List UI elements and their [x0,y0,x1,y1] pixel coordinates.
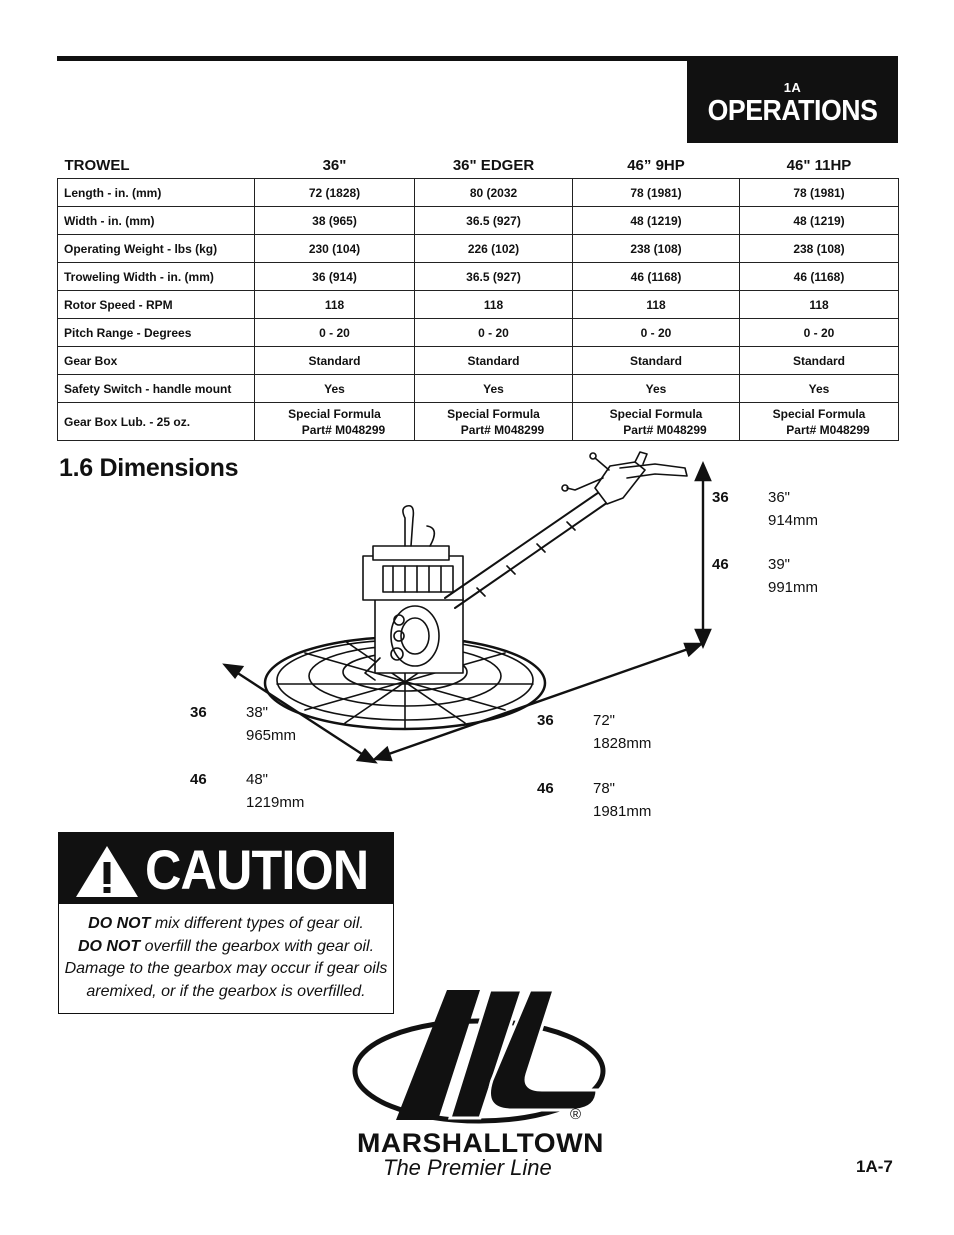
table-cell: 72 (1828) [255,179,415,207]
table-cell [255,403,415,441]
table-row [58,291,899,319]
table-header-row [58,152,899,179]
caution-emphasis: DO NOT [88,915,151,932]
column-header: 46” 9HP [627,156,685,174]
brand-name: MARSHALLTOWN [357,1128,604,1158]
height-model-36: 36 [712,489,729,506]
height-inches-36: 36" [768,489,791,506]
table-cell: 0 - 20 [740,319,899,347]
trowel-drawing [265,452,687,729]
length-value-46 [593,777,651,823]
lub-line-1: Special Formula [447,406,540,421]
table-cell: 46 (1168) [740,263,899,291]
lub-line-2: Part# M048299 [460,422,545,437]
row-label: Pitch Range - Degrees [58,319,255,347]
warning-triangle-icon [73,843,141,899]
column-header: 46" 11HP [786,156,852,174]
table-cell: 0 - 20 [255,319,415,347]
table-cell: 78 (1981) [740,179,899,207]
table-cell: Standard [415,347,573,375]
row-label: Length - in. (mm) [58,179,255,207]
section-header [687,56,898,143]
table-row [58,375,899,403]
table-cell: 0 - 20 [415,319,573,347]
row-label: Width - in. (mm) [58,207,255,235]
caution-line-2 [59,936,393,959]
section-number: 1A [783,80,802,95]
table-row [58,179,899,207]
caution-heading: CAUTION [145,838,369,901]
table-cell: 48 (1219) [573,207,740,235]
height-value-36 [768,486,818,532]
table-cell: 118 [415,291,573,319]
table-row [58,403,899,441]
length-inches-36: 72" [593,712,616,729]
caution-emphasis: DO NOT [77,937,141,955]
table-row [58,263,899,291]
marshalltown-logo [352,986,608,1126]
header-rule [57,56,689,61]
caution-line-text: overfill the gearbox with gear oil. [140,937,375,955]
height-mm-36: 914mm [768,512,819,529]
caution-box [58,832,394,1014]
caution-line-3: Damage to the gearbox may occur if gear oils [64,960,388,977]
row-label: Gear Box Lub. - 25 oz. [58,403,255,441]
row-label: Rotor Speed - RPM [58,291,255,319]
table-cell: Standard [255,347,415,375]
width-model-46: 46 [190,771,207,788]
height-value-46 [768,553,818,599]
table-cell: 238 (108) [740,235,899,263]
length-model-46: 46 [537,780,554,797]
lub-line-1: Special Formula [288,406,381,421]
table-cell: 0 - 20 [573,319,740,347]
brand-tagline: The Premier Line [383,1155,552,1180]
table-row [58,235,899,263]
table-cell: 118 [573,291,740,319]
registered-mark: ® [570,1106,582,1123]
table-cell: Standard [573,347,740,375]
table-cell: Yes [573,375,740,403]
table-cell: 226 (102) [415,235,573,263]
table-cell: 238 (108) [573,235,740,263]
width-model-36: 36 [190,704,207,721]
row-label: Operating Weight - lbs (kg) [58,235,255,263]
length-model-36: 36 [537,712,554,729]
row-label: Gear Box [58,347,255,375]
table-cell: 46 (1168) [573,263,740,291]
lub-line-2: Part# M048299 [786,422,870,437]
length-mm-36: 1828mm [593,735,652,752]
row-label: Troweling Width - in. (mm) [58,263,255,291]
column-header: 36" EDGER [452,156,535,174]
caution-header [59,833,393,904]
table-cell: 118 [255,291,415,319]
table-cell: 118 [740,291,899,319]
height-mm-46: 991mm [768,579,819,596]
table-cell: 80 (2032 [415,179,573,207]
table-row [58,207,899,235]
table-cell: 38 (965) [255,207,415,235]
table-cell: Yes [255,375,415,403]
table-row [58,319,899,347]
caution-line-4: aremixed, or if the gearbox is overfilled. [86,982,366,1000]
length-value-36 [593,709,651,755]
length-mm-46: 1981mm [593,803,652,820]
table-cell: 48 (1219) [740,207,899,235]
spec-table [57,152,899,441]
caution-line-1 [59,913,393,936]
table-cell: 36.5 (927) [415,207,573,235]
row-label: Safety Switch - handle mount [58,375,255,403]
table-cell [740,403,899,441]
width-value-46 [246,768,304,814]
page-number: 1A-7 [856,1157,893,1176]
table-row [58,347,899,375]
height-inches-46: 39" [768,556,791,573]
table-cell: 230 (104) [255,235,415,263]
lub-line-2: Part# M048299 [623,422,707,437]
table-cell [573,403,740,441]
width-mm-36: 965mm [246,727,297,744]
section-title: OPERATIONS [707,95,878,127]
width-inches-36: 38" [246,704,269,721]
width-value-36 [246,701,296,747]
table-cell: Standard [740,347,899,375]
caution-line-text: mix different types of gear oil. [150,915,364,932]
table-cell [415,403,573,441]
width-inches-46: 48" [246,771,269,788]
table-cell: Yes [740,375,899,403]
width-mm-46: 1219mm [246,794,305,811]
column-header: TROWEL [64,156,130,174]
length-inches-46: 78" [593,780,616,797]
column-header: 36" [322,156,347,174]
table-cell: 78 (1981) [573,179,740,207]
lub-line-2: Part# M048299 [301,422,386,437]
table-cell: Yes [415,375,573,403]
height-model-46: 46 [712,556,729,573]
lub-line-1: Special Formula [609,406,703,421]
table-cell: 36 (914) [255,263,415,291]
dimensions-title: 1.6 Dimensions [59,454,239,482]
height-dimension-arrow [696,464,710,646]
caution-message [59,913,393,1003]
lub-line-1: Special Formula [772,406,866,421]
table-cell: 36.5 (927) [415,263,573,291]
